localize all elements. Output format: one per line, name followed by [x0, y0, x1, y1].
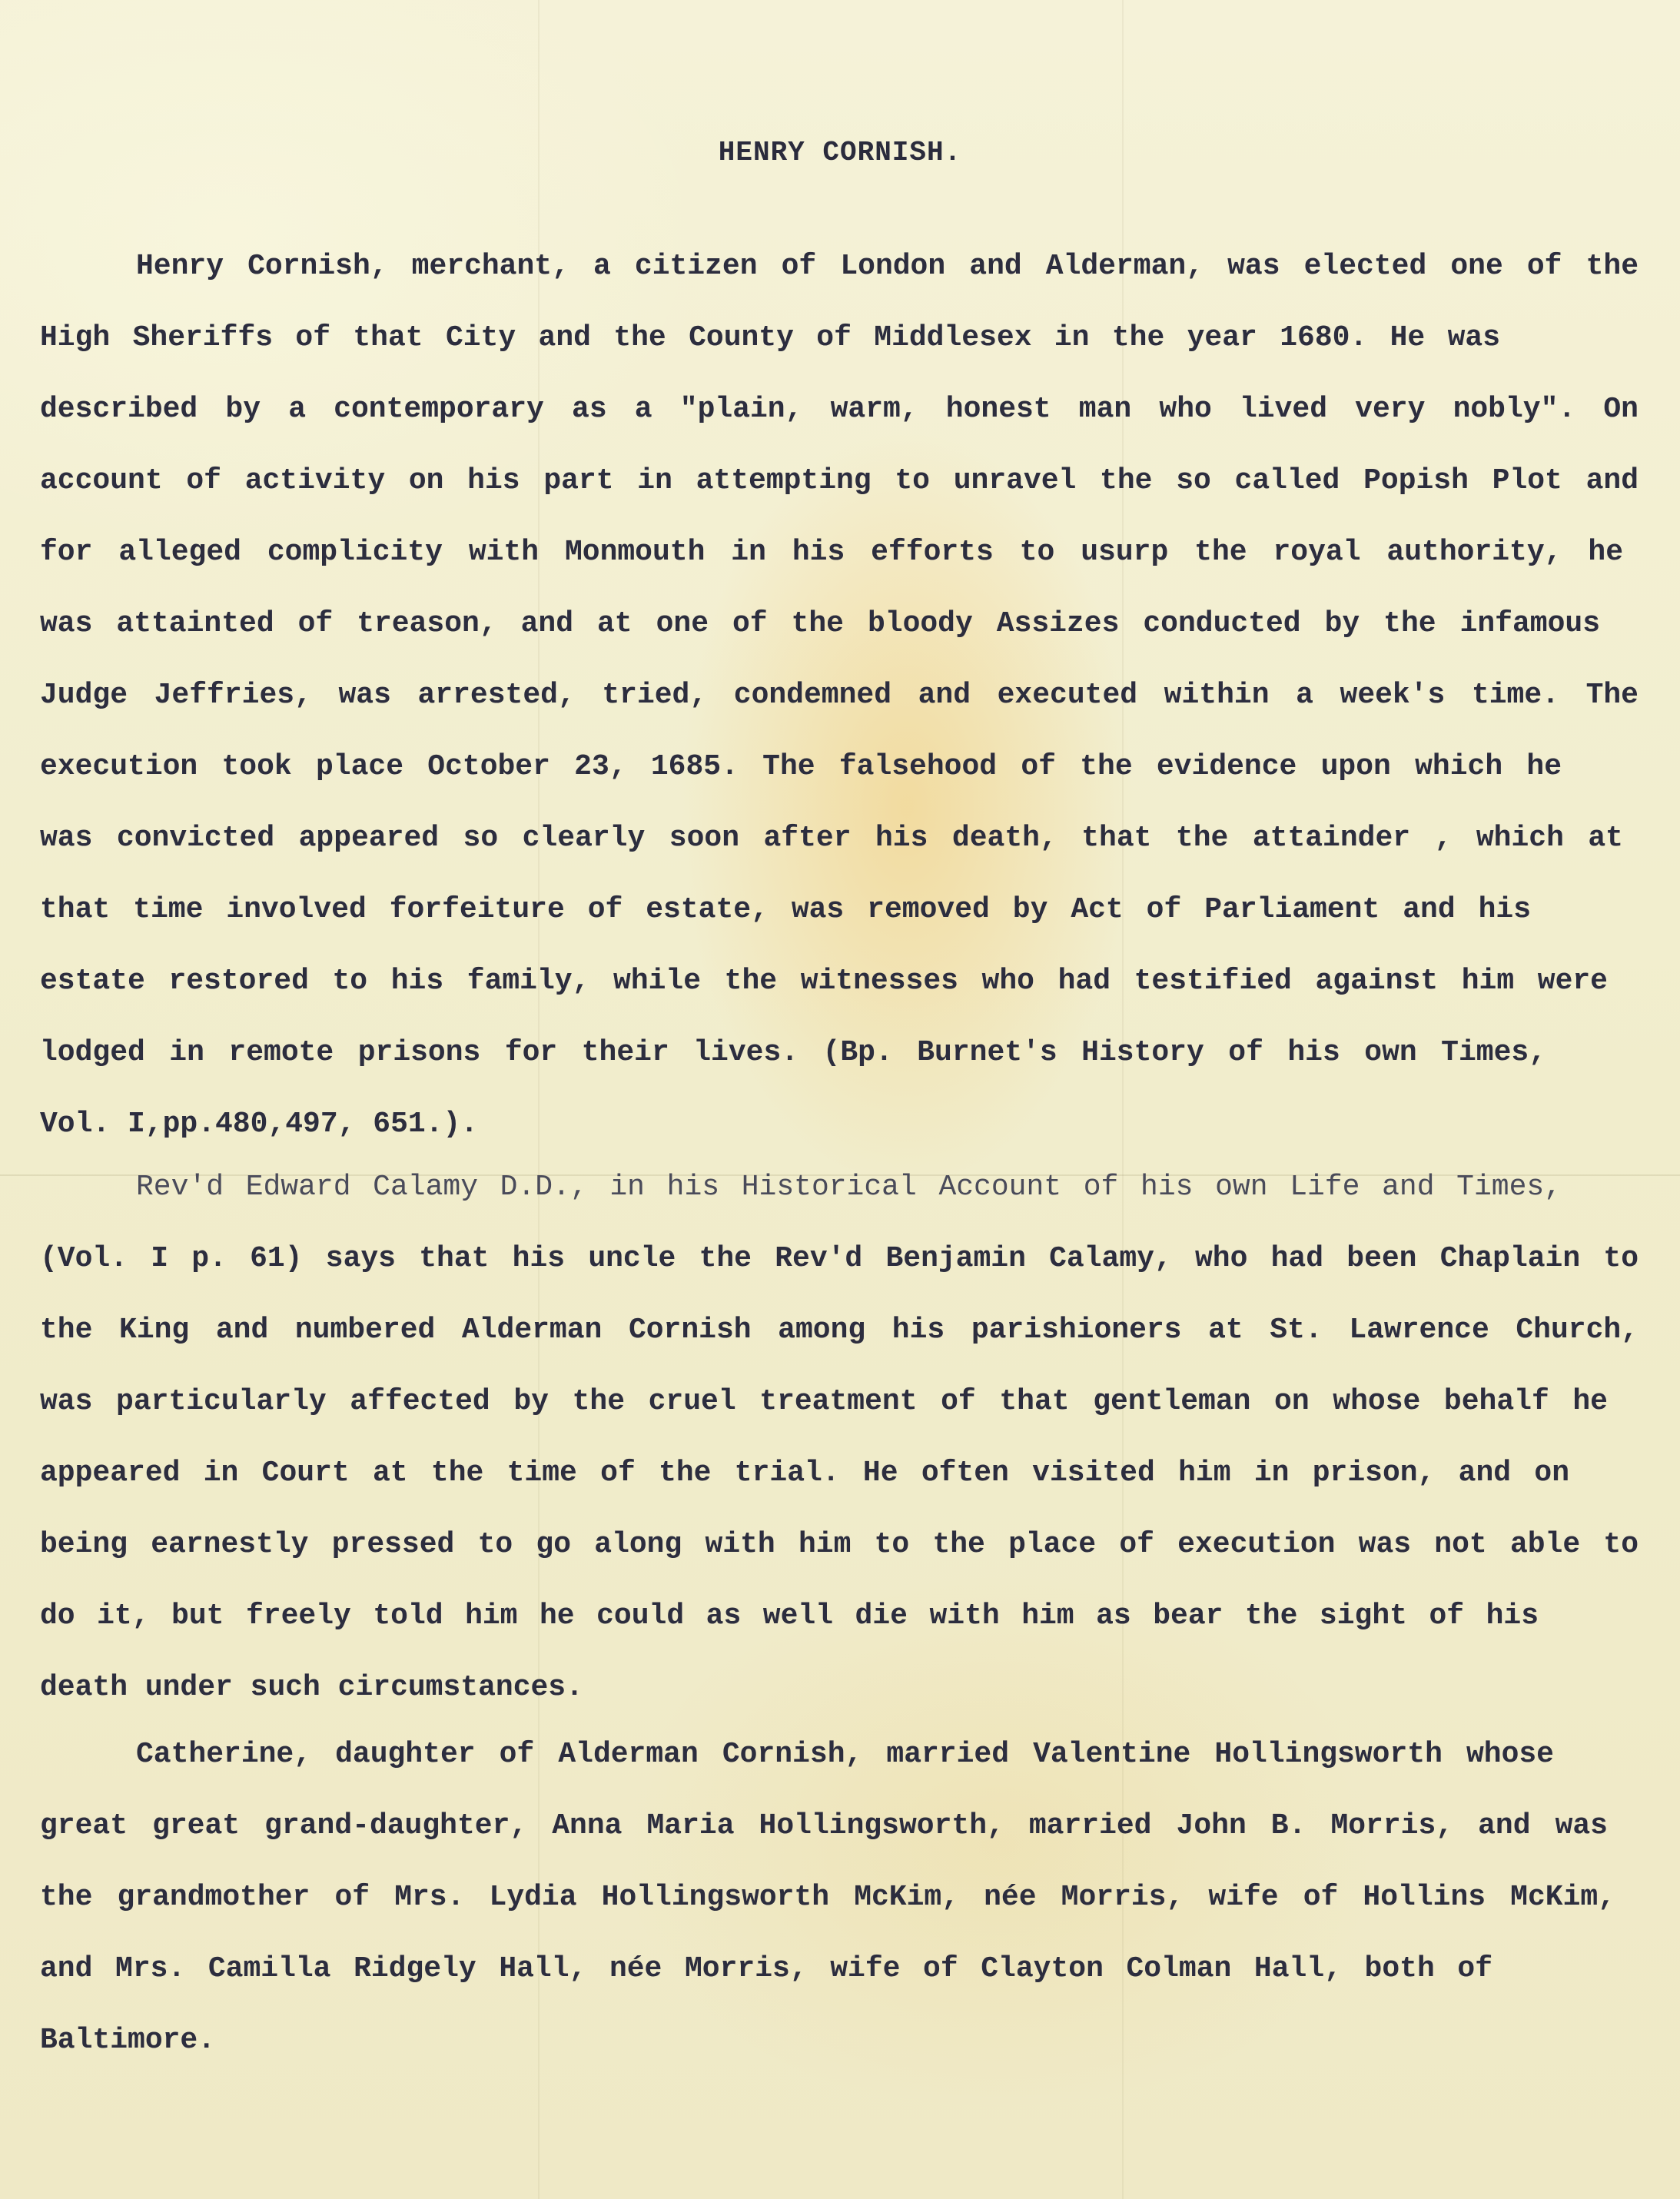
- text-line: Catherine, daughter of Alderman Cornish, married Valentine Hollingsworth whose: [136, 1738, 1554, 1771]
- text-line: being earnestly pressed to go along with him to the place of execution was not able to: [40, 1528, 1638, 1561]
- text-line: lodged in remote prisons for their lives. (Bp. Burnet's History of his own Times,: [40, 1036, 1546, 1069]
- text-line: estate restored to his family, while the witnesses who had testified against him were: [40, 965, 1608, 998]
- text-line: described by a contemporary as a "plain, warm, honest man who lived very nobly". On: [40, 393, 1638, 426]
- text-line: Vol. I,pp.480,497, 651.).: [40, 1108, 479, 1141]
- text-line: was attainted of treason, and at one of the bloody Assizes conducted by the infamous: [40, 607, 1600, 640]
- text-line: account of activity on his part in attempting to unravel the so called Popish Plot and: [40, 464, 1638, 497]
- text-line: was convicted appeared so clearly soon after his death, that the attainder , which at: [40, 822, 1623, 855]
- paragraph-2: [40, 1151, 1638, 1723]
- text-line: for alleged complicity with Monmouth in his efforts to usurp the royal authority, he: [40, 536, 1623, 569]
- paragraph-1: [40, 231, 1638, 1160]
- text-line: great great grand-daughter, Anna Maria Hollingsworth, married John B. Morris, and was: [40, 1809, 1608, 1842]
- text-line: Judge Jeffries, was arrested, tried, condemned and executed within a week's time. The: [40, 679, 1638, 712]
- paragraph-3: [40, 1719, 1638, 2076]
- text-line: Baltimore.: [40, 2024, 216, 2057]
- text-line: the King and numbered Alderman Cornish among his parishioners at St. Lawrence Church,: [40, 1314, 1638, 1347]
- text-line: that time involved forfeiture of estate, was removed by Act of Parliament and his: [40, 893, 1531, 926]
- text-line: and Mrs. Camilla Ridgely Hall, née Morris, wife of Clayton Colman Hall, both of: [40, 1952, 1492, 1985]
- text-line: High Sheriffs of that City and the County of Middlesex in the year 1680. He was: [40, 321, 1500, 354]
- text-line: execution took place October 23, 1685. The falsehood of the evidence upon which he: [40, 750, 1562, 783]
- text-line: death under such circumstances.: [40, 1671, 583, 1704]
- text-line: Henry Cornish, merchant, a citizen of London and Alderman, was elected one of the: [136, 250, 1638, 283]
- text-line: (Vol. I p. 61) says that his uncle the Rev'd Benjamin Calamy, who had been Chaplain to: [40, 1242, 1638, 1275]
- text-line: was particularly affected by the cruel treatment of that gentleman on whose behalf he: [40, 1385, 1608, 1418]
- page-title: HENRY CORNISH.: [718, 137, 962, 168]
- text-line: the grandmother of Mrs. Lydia Hollingsworth McKim, née Morris, wife of Hollins McKim,: [40, 1881, 1615, 1914]
- text-line: do it, but freely told him he could as well die with him as bear the sight of his: [40, 1599, 1539, 1633]
- text-line: Rev'd Edward Calamy D.D., in his Historical Account of his own Life and Times,: [136, 1171, 1562, 1204]
- text-line: appeared in Court at the time of the trial. He often visited him in prison, and on: [40, 1457, 1569, 1490]
